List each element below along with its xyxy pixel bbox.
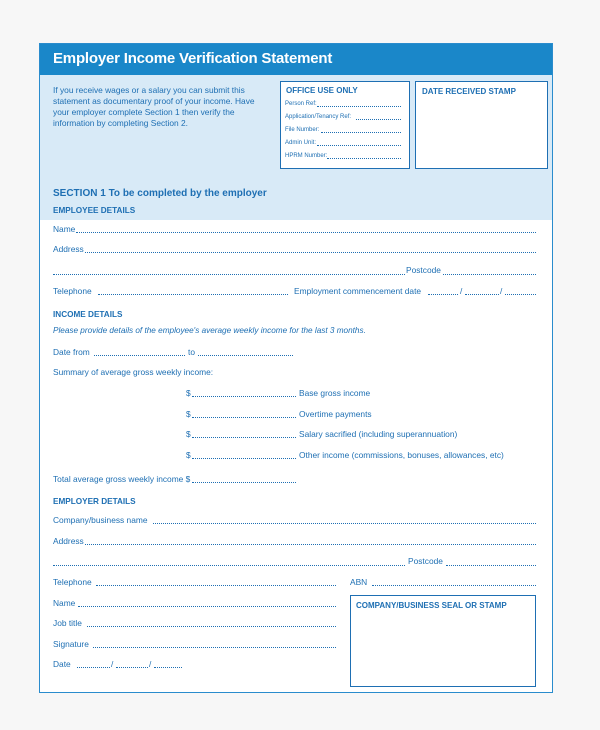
overtime-currency: $	[186, 409, 191, 419]
form-title: Employer Income Verification Statement	[53, 50, 333, 67]
company-seal-box	[350, 595, 536, 687]
employee-address-label: Address	[53, 244, 84, 254]
total-income-field[interactable]	[192, 482, 296, 483]
office-row-file-number: File Number:	[285, 127, 320, 133]
employee-name-label: Name	[53, 224, 76, 234]
office-row-application-ref: Application/Tenancy Ref:	[285, 114, 352, 120]
commencement-day-field[interactable]	[428, 294, 458, 295]
base-income-field[interactable]	[192, 396, 296, 397]
admin-unit-field[interactable]	[317, 145, 401, 146]
form-sheet	[39, 43, 553, 693]
title-bar	[40, 44, 552, 75]
date-received-stamp-title: DATE RECEIVED STAMP	[422, 87, 516, 96]
income-summary-label: Summary of average gross weekly income:	[53, 367, 214, 377]
date-to-field[interactable]	[198, 355, 293, 356]
employee-address-line2-field[interactable]	[53, 274, 405, 275]
office-row-hprm-number: HPRM Number:	[285, 153, 328, 159]
employer-address-field[interactable]	[85, 544, 536, 545]
employee-postcode-field[interactable]	[443, 274, 536, 275]
salary-sacrificed-label: Salary sacrified (including superannuation)	[299, 429, 458, 439]
commencement-date-sep1: /	[460, 286, 463, 296]
other-income-label: Other income (commissions, bonuses, allowances, etc)	[299, 450, 504, 460]
salary-sacrificed-field[interactable]	[192, 437, 296, 438]
office-use-title: OFFICE USE ONLY	[286, 86, 358, 95]
signature-label: Signature	[53, 639, 89, 649]
date-from-label: Date from	[53, 347, 90, 357]
employee-telephone-field[interactable]	[98, 294, 288, 295]
employer-date-year-field[interactable]	[154, 667, 182, 668]
employer-date-label: Date	[53, 659, 71, 669]
section1-title: SECTION 1 To be completed by the employer	[53, 188, 267, 199]
employer-postcode-label: Postcode	[408, 556, 443, 566]
employer-date-sep1: /	[111, 659, 114, 669]
job-title-label: Job title	[53, 618, 82, 628]
employee-telephone-label: Telephone	[53, 286, 92, 296]
commencement-month-field[interactable]	[465, 294, 499, 295]
salary-sacrificed-currency: $	[186, 429, 191, 439]
employer-telephone-field[interactable]	[96, 585, 336, 586]
employer-date-month-field[interactable]	[116, 667, 148, 668]
signature-field[interactable]	[93, 647, 336, 648]
employee-details-heading: EMPLOYEE DETAILS	[53, 206, 136, 215]
overtime-field[interactable]	[192, 417, 296, 418]
job-title-field[interactable]	[87, 626, 336, 627]
employer-telephone-label: Telephone	[53, 577, 92, 587]
income-details-heading: INCOME DETAILS	[53, 310, 123, 319]
employee-name-field[interactable]	[76, 232, 536, 233]
base-income-label: Base gross income	[299, 388, 371, 398]
abn-field[interactable]	[372, 585, 536, 586]
total-income-label: Total average gross weekly income $	[53, 474, 191, 484]
employer-postcode-field[interactable]	[446, 565, 536, 566]
office-use-box	[280, 81, 410, 169]
hprm-number-field[interactable]	[327, 158, 401, 159]
employer-address-line2-field[interactable]	[53, 565, 405, 566]
abn-label: ABN	[350, 577, 368, 587]
company-seal-title: COMPANY/BUSINESS SEAL OR STAMP	[356, 601, 507, 610]
application-ref-field[interactable]	[356, 119, 401, 120]
date-from-field[interactable]	[94, 355, 185, 356]
company-name-field[interactable]	[153, 523, 536, 524]
other-income-field[interactable]	[192, 458, 296, 459]
employee-address-field[interactable]	[85, 252, 536, 253]
income-instructions: Please provide details of the employee's average weekly income for the last 3 months.	[53, 326, 366, 335]
commencement-year-field[interactable]	[505, 294, 536, 295]
company-name-label: Company/business name	[53, 515, 148, 525]
date-to-label: to	[188, 347, 195, 357]
base-income-currency: $	[186, 388, 191, 398]
commencement-date-sep2: /	[500, 286, 503, 296]
commencement-date-label: Employment commencement date	[294, 286, 422, 296]
employer-date-day-field[interactable]	[77, 667, 110, 668]
employee-postcode-label: Postcode	[406, 265, 441, 275]
other-income-currency: $	[186, 450, 191, 460]
intro-text: If you receive wages or a salary you can submit this statement as documentary proof of your income. Have your employer complete Section 1 then verify the information by completing Section 2.	[53, 85, 255, 128]
person-ref-field[interactable]	[317, 106, 401, 107]
employer-address-label: Address	[53, 536, 84, 546]
office-row-admin-unit: Admin Unit:	[285, 140, 317, 146]
file-number-field[interactable]	[321, 132, 401, 133]
employer-details-heading: EMPLOYER DETAILS	[53, 497, 136, 506]
contact-name-field[interactable]	[78, 606, 336, 607]
contact-name-label: Name	[53, 598, 76, 608]
office-row-person-ref: Person Ref:	[285, 101, 317, 107]
employer-date-sep2: /	[149, 659, 152, 669]
overtime-label: Overtime payments	[299, 409, 372, 419]
date-received-stamp-box	[415, 81, 548, 169]
